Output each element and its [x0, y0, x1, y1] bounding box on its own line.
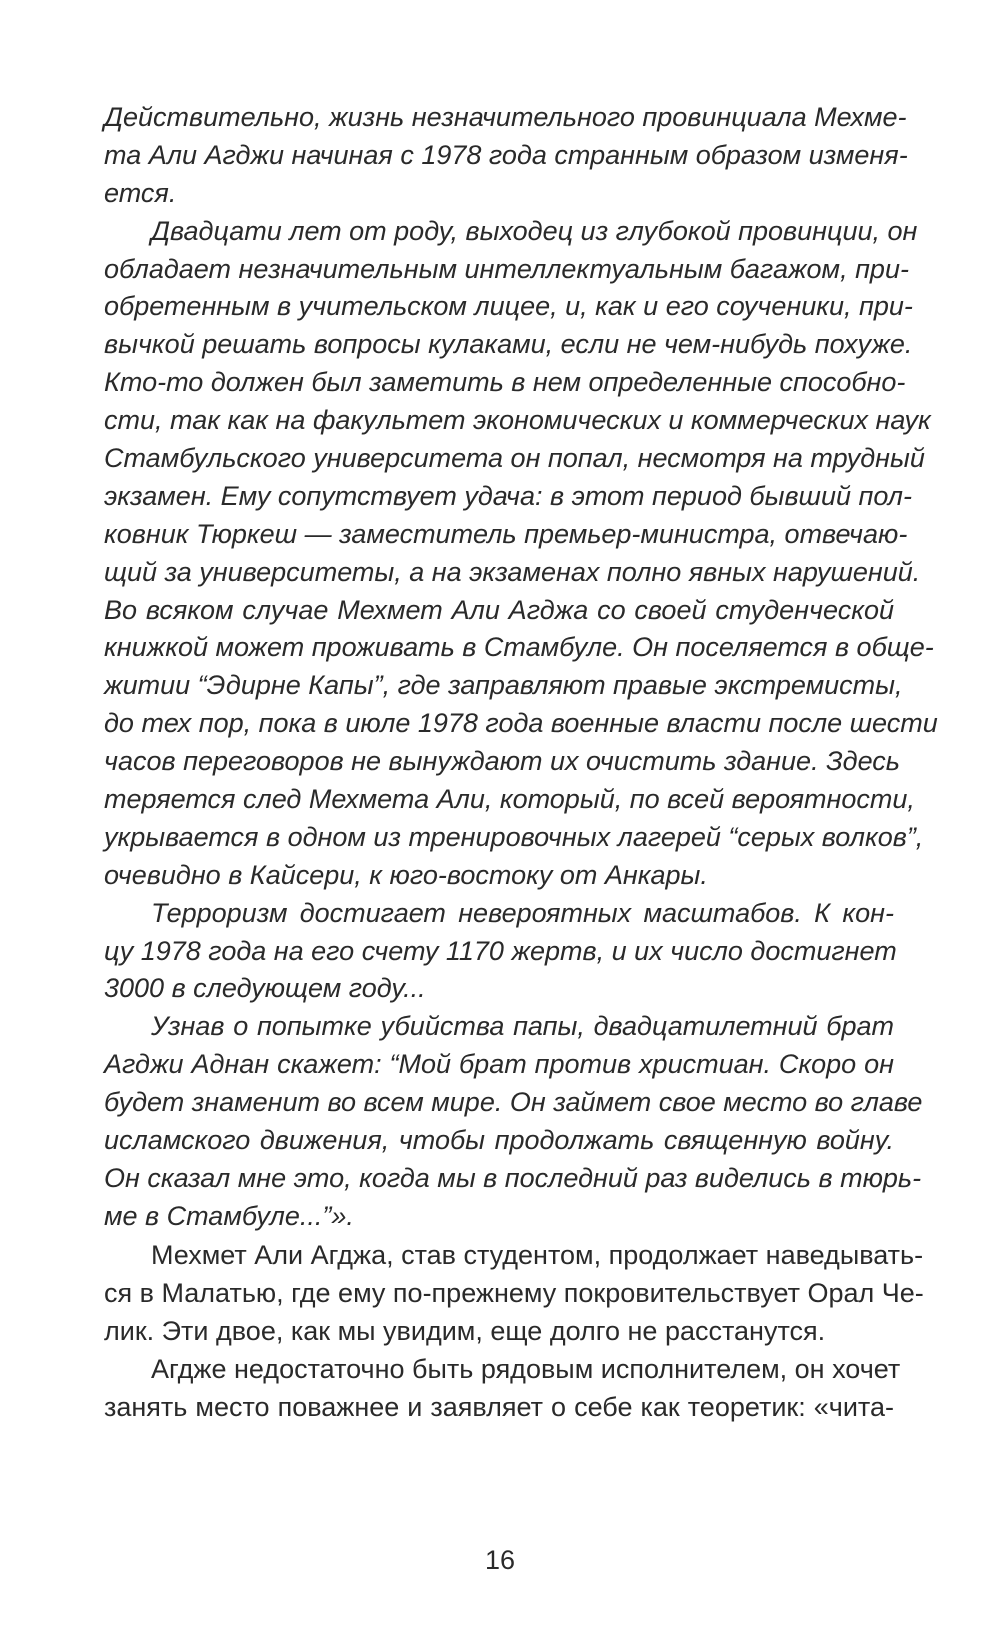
text-line: Узнав о попытке убийства папы, двадцатилетний брат: [151, 1011, 894, 1042]
text-line: укрывается в одном из тренировочных лагерей “серых волков”,: [104, 821, 924, 852]
text-line: Он сказал мне это, когда мы в последний раз виделись в тюрь-: [104, 1162, 922, 1193]
text-line: сти, так как на факультет экономических и коммерческих наук: [104, 405, 931, 436]
body-text-passage: [104, 1237, 924, 1426]
text-line: Во всяком случае Мехмет Али Агджа со своей студенческой: [104, 594, 894, 625]
text-line: вычкой решать вопросы кулаками, если не чем-нибудь похуже.: [104, 329, 913, 360]
text-line: часов переговоров не вынуждают их очистить здание. Здесь: [104, 746, 900, 777]
text-line: щий за университеты, а на экзаменах полно явных нарушений.: [104, 556, 921, 587]
text-line: обладает незначительным интеллектуальным багажом, при-: [104, 253, 909, 284]
text-line: Стамбульского университета он попал, несмотря на трудный: [104, 443, 925, 474]
text-line: ме в Стамбуле...”».: [104, 1200, 354, 1231]
text-line: книжкой может проживать в Стамбуле. Он поселяется в обще-: [104, 632, 934, 663]
italic-quoted-passage: [104, 99, 938, 1236]
text-line: та Али Агджи начиная с 1978 года странным образом изменя-: [104, 139, 908, 170]
text-line: Терроризм достигает невероятных масштабов. К кон-: [151, 897, 894, 928]
text-line: Действительно, жизнь незначительного провинциала Мехме-: [104, 102, 907, 132]
text-line: Агджи Аднан скажет: “Мой брат против христиан. Скоро он: [104, 1049, 894, 1080]
text-line: занять место поважнее и заявляет о себе как теоретик: «чита-: [104, 1391, 894, 1422]
text-line: 3000 в следующем году...: [104, 973, 426, 1004]
text-line: ся в Малатью, где ему по-прежнему покровительствует Орал Че-: [104, 1277, 924, 1308]
text-line: цу 1978 года на его счету 1170 жертв, и их число достигнет: [104, 935, 897, 966]
text-line: лик. Эти двое, как мы увидим, еще долго не расстанутся.: [104, 1315, 826, 1346]
text-line: до тех пор, пока в июле 1978 года военные власти после шести: [104, 708, 938, 739]
text-line: будет знаменит во всем мире. Он займет свое место во главе: [104, 1087, 923, 1118]
text-line: Агдже недостаточно быть рядовым исполнителем, он хочет: [151, 1353, 901, 1384]
text-line: экзамен. Ему сопутствует удача: в этот период бывший пол-: [104, 480, 912, 511]
text-line: Кто-то должен был заметить в нем определенные способно-: [104, 367, 906, 398]
text-line: житии “Эдирне Капы”, где заправляют правые экстремисты,: [104, 670, 903, 701]
text-line: очевидно в Кайсери, к юго-востоку от Анкары.: [104, 859, 708, 890]
text-line: ковник Тюркеш — заместитель премьер-министра, отвечаю-: [104, 518, 908, 549]
text-line: Мехмет Али Агджа, став студентом, продолжает наведывать-: [151, 1240, 924, 1270]
page-number: 16: [484, 1545, 516, 1575]
text-line: обретенным в учительском лицее, и, как и его соученики, при-: [104, 291, 913, 322]
text-line: ется.: [104, 177, 177, 208]
text-line: исламского движения, чтобы продолжать священную войну.: [104, 1125, 894, 1156]
text-line: Двадцати лет от роду, выходец из глубокой провинции, он: [151, 215, 918, 246]
text-line: теряется след Мехмета Али, который, по всей вероятности,: [104, 784, 915, 815]
